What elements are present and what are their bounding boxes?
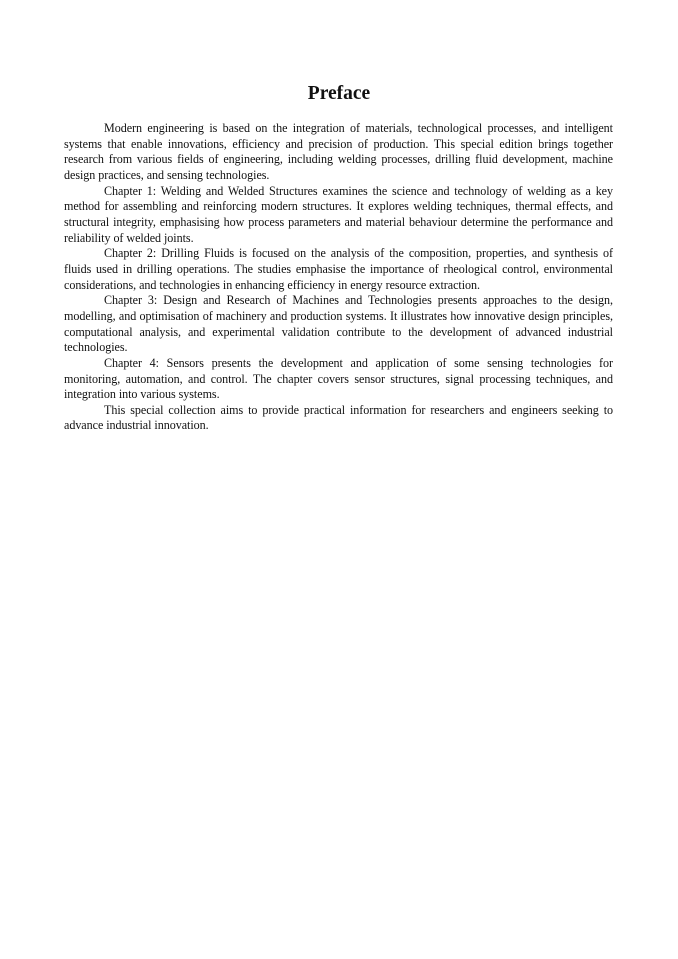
preface-body: [64, 121, 613, 434]
paragraph-chapter-1: Chapter 1: Welding and Welded Structures examines the science and technology of welding as a key method for assembling and reinforcing modern structures. It explores welding techniques, thermal effects, and structural integrity, emphasising how process parameters and material behaviour determine the performance and reliability of welded joints.: [64, 183, 613, 245]
paragraph-introduction: Modern engineering is based on the integration of materials, technological processes, and intelligent systems that enable innovations, efficiency and precision of production. This special edition brings together research from various fields of engineering, including welding processes, drilling fluid development, machine design practices, and sensing technologies.: [64, 121, 613, 182]
paragraph-chapter-2: Chapter 2: Drilling Fluids is focused on the analysis of the composition, properties, and synthesis of fluids used in drilling operations. The studies emphasise the importance of rheological control, environmental considerations, and technologies in enhancing efficiency in energy resource extraction.: [64, 246, 613, 292]
paragraph-chapter-4: Chapter 4: Sensors presents the development and application of some sensing technologies for monitoring, automation, and control. The chapter covers sensor structures, signal processing techniques, and integration into various systems.: [64, 355, 613, 402]
paragraph-conclusion: This special collection aims to provide practical information for researchers and engineers seeking to advance industrial innovation.: [64, 402, 613, 433]
page-title: Preface: [307, 83, 371, 104]
paragraph-chapter-3: Chapter 3: Design and Research of Machines and Technologies presents approaches to the design, modelling, and optimisation of machinery and production systems. It illustrates how innovative design principles, computational analysis, and experimental validation contribute to the development of advanced industrial technologies.: [64, 293, 613, 355]
